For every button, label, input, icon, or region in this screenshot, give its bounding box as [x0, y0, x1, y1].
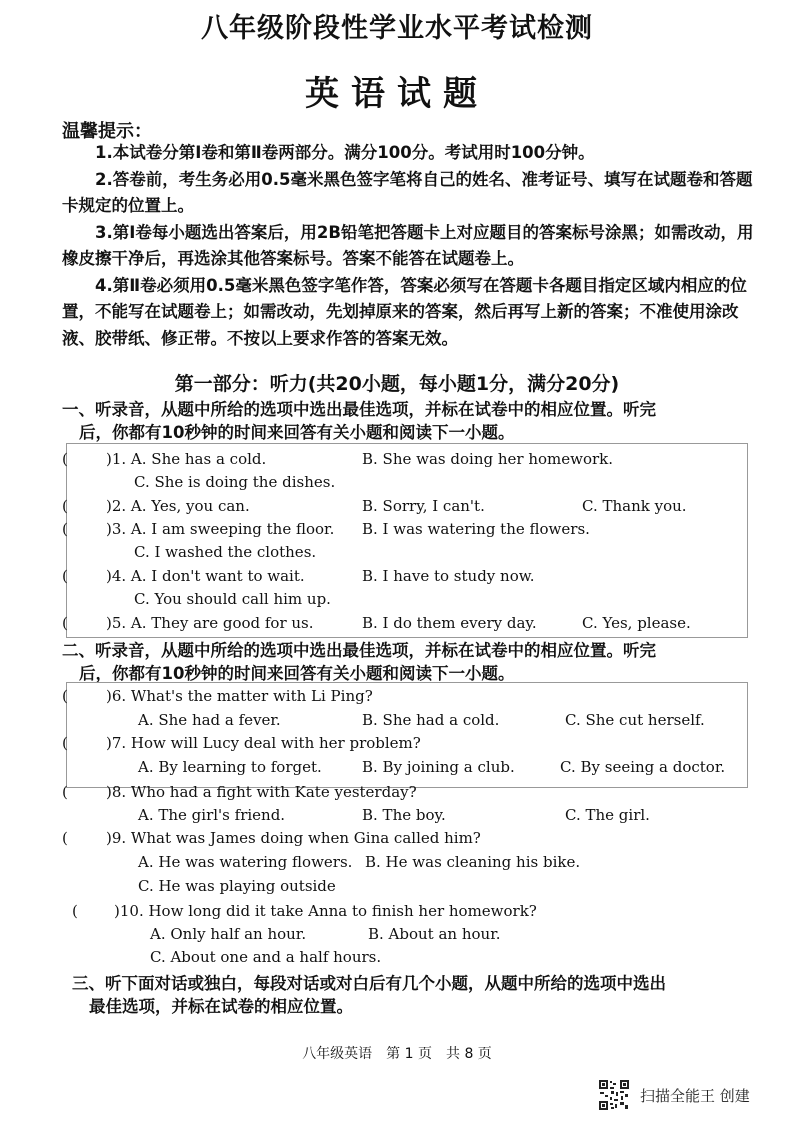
option-b: B. She had a cold. — [362, 711, 500, 729]
option-c: C. She is doing the dishes. — [134, 473, 336, 491]
option-b: B. I have to study now. — [362, 567, 535, 585]
option-c: C. She cut herself. — [565, 711, 705, 729]
answer-paren[interactable]: ( — [62, 450, 68, 468]
option-a: A. By learning to forget. — [138, 758, 322, 776]
option-c: C. Yes, please. — [582, 614, 691, 632]
section2-line2: 后，你都有10秒钟的时间来回答有关小题和阅读下一小题。 — [79, 664, 515, 683]
option-a: )2. A. Yes, you can. — [106, 497, 250, 515]
note-item: 3.第Ⅰ卷每小题选出答案后，用2B铅笔把答题卡上对应题目的答案标号涂黑；如需改动，用橡皮擦干净后，再选涂其他答案标号。答案不能答在试题卷上。 — [62, 222, 754, 268]
option-b: B. I was watering the flowers. — [362, 520, 590, 538]
answer-paren[interactable]: ( — [62, 520, 68, 538]
option-a: A. She had a fever. — [138, 711, 281, 729]
option-a: A. He was watering flowers. — [138, 853, 353, 871]
option-b: B. Sorry, I can't. — [362, 497, 485, 515]
option-b: B. By joining a club. — [362, 758, 515, 776]
option-c: C. About one and a half hours. — [150, 948, 382, 966]
scanner-watermark — [598, 1078, 750, 1112]
option-b: B. The boy. — [362, 806, 446, 824]
option-c: C. By seeing a doctor. — [560, 758, 726, 776]
section2-line1: 二、听录音，从题中所给的选项中选出最佳选项，并标在试卷中的相应位置。听完 — [62, 641, 656, 660]
note-item: 2.答卷前，考生务必用0.5毫米黑色签字笔将自己的姓名、准考证号、填写在试题卷和答题卡规定的位置上。 — [62, 169, 753, 215]
answer-paren[interactable]: ( — [62, 734, 68, 752]
option-b: B. She was doing her homework. — [362, 450, 614, 468]
option-a: )4. A. I don't want to wait. — [106, 567, 305, 585]
section1-instructions — [62, 398, 762, 444]
option-b: B. He was cleaning his bike. — [365, 853, 581, 871]
option-c: C. The girl. — [565, 806, 650, 824]
answer-paren[interactable]: ( — [62, 567, 68, 585]
question-stem: )6. What's the matter with Li Ping? — [106, 687, 373, 705]
option-b: B. I do them every day. — [362, 614, 537, 632]
section1-line2: 后，你都有10秒钟的时间来回答有关小题和阅读下一小题。 — [79, 423, 515, 442]
option-a: )5. A. They are good for us. — [106, 614, 314, 632]
page-footer: 八年级英语 第 1 页 共 8 页 — [302, 1046, 492, 1062]
question-stem: )10. How long did it take Anna to finish her homework? — [114, 902, 537, 920]
answer-paren[interactable]: ( — [62, 687, 68, 705]
option-c: C. Thank you. — [582, 497, 687, 515]
scanner-label: 扫描全能王 创建 — [640, 1086, 750, 1105]
answer-paren[interactable]: ( — [62, 614, 68, 632]
note-item: 4.第Ⅱ卷必须用0.5毫米黑色签字笔作答，答案必须写在答题卡各题目指定区域内相应的位置，不能写在试题卷上；如需改动，先划掉原来的答案，然后再写上新的答案；不准使用涂改液、胶带纸、修正带。不按以上要求作答的答案无效。 — [62, 275, 747, 348]
section1-line1: 一、听录音，从题中所给的选项中选出最佳选项，并标在试卷中的相应位置。听完 — [62, 400, 656, 419]
answer-paren[interactable]: ( — [62, 783, 68, 801]
option-c: C. I washed the clothes. — [134, 543, 317, 561]
answer-paren[interactable]: ( — [72, 902, 78, 920]
section2-instructions — [62, 639, 762, 685]
question-stem: )7. How will Lucy deal with her problem? — [106, 734, 421, 752]
section3-line1: 三、听下面对话或独白，每段对话或对白后有几个小题，从题中所给的选项中选出 — [72, 974, 666, 993]
part1-title: 第一部分：听力(共20小题，每小题1分，满分20分) — [174, 373, 620, 395]
option-b: B. About an hour. — [368, 925, 501, 943]
notes-list — [62, 140, 754, 352]
qr-code-icon — [598, 1079, 630, 1111]
section3-line2: 最佳选项，并标在试卷的相应位置。 — [89, 997, 353, 1016]
option-c: C. You should call him up. — [134, 590, 331, 608]
option-a: A. Only half an hour. — [150, 925, 307, 943]
option-a: )3. A. I am sweeping the floor. — [106, 520, 335, 538]
answer-paren[interactable]: ( — [62, 497, 68, 515]
option-c: C. He was playing outside — [138, 877, 336, 895]
notes-heading: 温馨提示： — [62, 121, 152, 142]
question-stem: )9. What was James doing when Gina called him? — [106, 829, 481, 847]
exam-title: 八年级阶段性学业水平考试检测 — [201, 13, 593, 44]
option-a: )1. A. She has a cold. — [106, 450, 267, 468]
section3-instructions — [72, 972, 762, 1018]
answer-paren[interactable]: ( — [62, 829, 68, 847]
subject-title: 英语试题 — [305, 74, 489, 114]
note-item: 1.本试卷分第Ⅰ卷和第Ⅱ卷两部分。满分100分。考试用时100分钟。 — [95, 143, 595, 162]
question-stem: )8. Who had a fight with Kate yesterday? — [106, 783, 417, 801]
option-a: A. The girl's friend. — [138, 806, 286, 824]
